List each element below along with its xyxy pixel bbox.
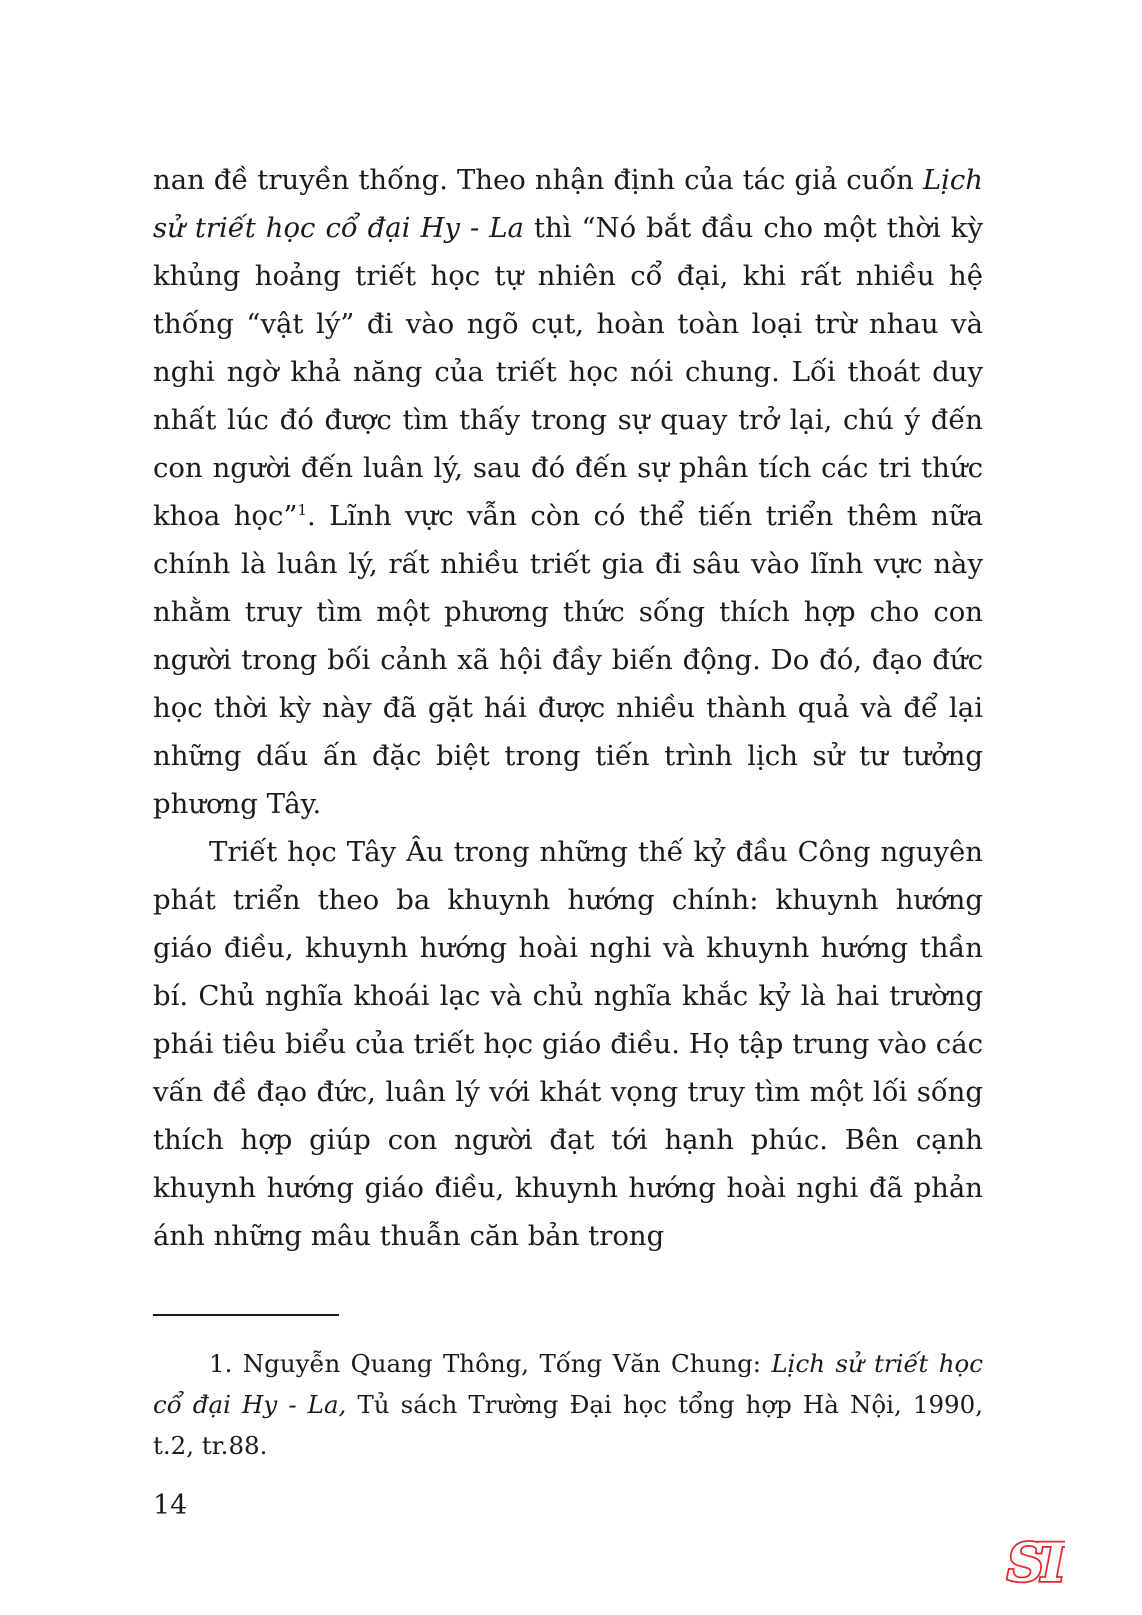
page-number: 14 xyxy=(153,1490,188,1521)
main-text xyxy=(153,156,983,1260)
paragraph-1: nan đề truyền thống. Theo nhận định của tác giả cuốn Lịch sử triết học cổ đại Hy - La thì “Nó bắt đầu cho một thời kỳ khủng hoảng triết học tự nhiên cổ đại, khi rất nhiều hệ thống “vật lý” đi vào ngõ cụt, hoàn toàn loại trừ nhau và nghi ngờ khả năng của triết học nói chung. Lối thoát duy nhất lúc đó được tìm thấy trong sự quay trở lại, chú ý đến con người đến luân lý, sau đó đến sự phân tích các tri thức khoa học”$^1$. Lĩnh vực vẫn còn có thể tiến triển thêm nữa chính là luân lý, rất nhiều triết gia đi sâu vào lĩnh vực này nhằm truy tìm một phương thức sống thích hợp cho con người trong bối cảnh xã hội đầy biến động. Do đó, đạo đức học thời kỳ này đã gặt hái được nhiều thành quả và để lại những dấu ấn đặc biệt trong tiến trình lịch sử tư tưởng phương Tây. xyxy=(153,164,983,820)
footnote-divider xyxy=(153,1314,339,1316)
cited-book-title: Lịch sử triết học cổ đại Hy - La xyxy=(153,164,983,244)
paragraph-2: Triết học Tây Âu trong những thế kỷ đầu Công nguyên phát triển theo ba khuynh hướng chính: khuynh hướng giáo điều, khuynh hướng hoài nghi và khuynh hướng thần bí. Chủ nghĩa khoái lạc và chủ nghĩa khắc kỷ là hai trường phái tiêu biểu của triết học giáo điều. Họ tập trung vào các vấn đề đạo đức, luân lý với khát vọng truy tìm một lối sống thích hợp giúp con người đạt tới hạnh phúc. Bên cạnh khuynh hướng giáo điều, khuynh hướng hoài nghi đã phản ánh những mâu thuẫn căn bản trong xyxy=(153,836,983,1252)
svg-text:ST: ST xyxy=(1007,1533,1064,1587)
footnote-book-title: Lịch sử triết học cổ đại Hy - La, xyxy=(153,1349,983,1419)
footnote-marker[interactable]: 1 xyxy=(297,501,307,519)
st-publisher-logo-icon xyxy=(1005,1529,1065,1587)
footnote: 1. Nguyễn Quang Thông, Tống Văn Chung: Lịch sử triết học cổ đại Hy - La, Tủ sách Trường Đại học tổng hợp Hà Nội, 1990, t.2, tr.88. xyxy=(153,1349,984,1460)
